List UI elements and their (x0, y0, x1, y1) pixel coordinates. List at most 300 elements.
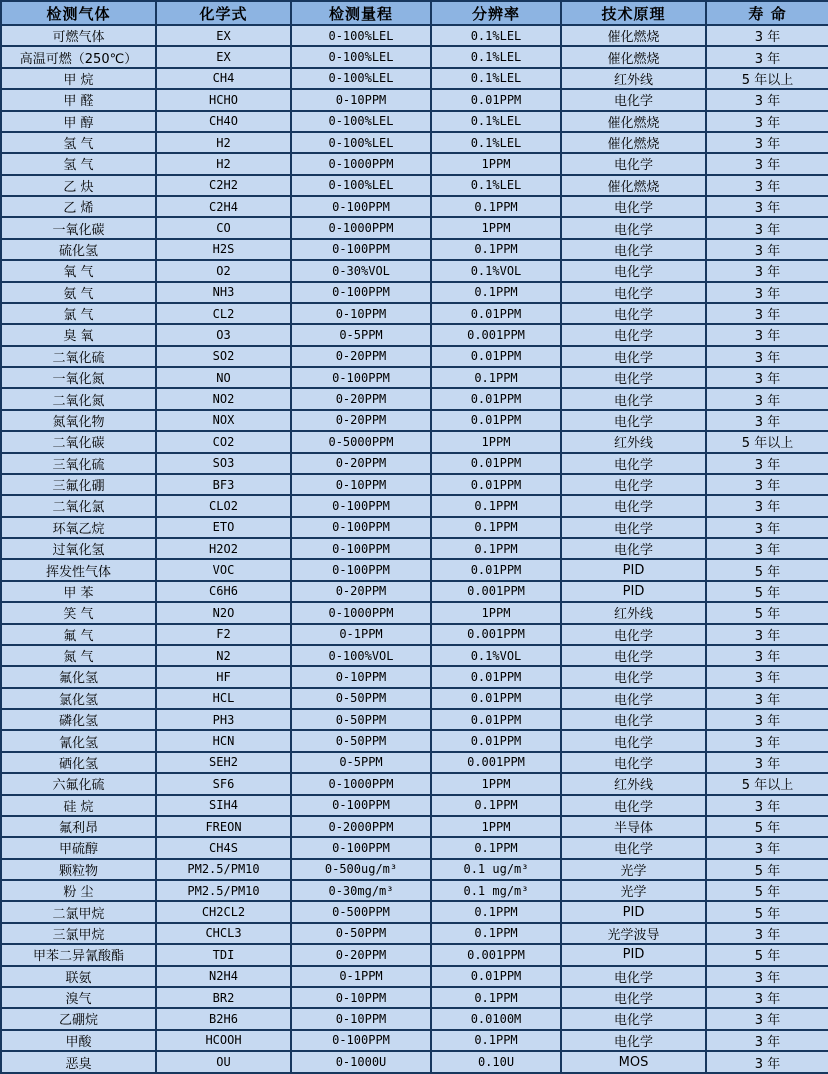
cell-range: 0-50PPM (291, 688, 431, 709)
table-row (1, 559, 828, 580)
cell-principle: 红外线 (561, 602, 706, 623)
cell-principle: 电化学 (561, 966, 706, 987)
cell-gas: 氢 气 (1, 153, 156, 174)
cell-principle: 电化学 (561, 645, 706, 666)
cell-resolution: 1PPM (431, 431, 561, 452)
cell-range: 0-1000U (291, 1051, 431, 1073)
cell-lifespan: 3 年 (706, 624, 828, 645)
cell-resolution: 0.1%LEL (431, 175, 561, 196)
cell-formula: HF (156, 666, 291, 687)
cell-range: 0-1PPM (291, 966, 431, 987)
cell-formula: FREON (156, 816, 291, 837)
cell-gas: 挥发性气体 (1, 559, 156, 580)
cell-resolution: 0.01PPM (431, 89, 561, 110)
cell-range: 0-30mg/m³ (291, 880, 431, 901)
table-row (1, 581, 828, 602)
cell-principle: 红外线 (561, 68, 706, 89)
cell-principle: 催化燃烧 (561, 175, 706, 196)
table-row (1, 217, 828, 238)
cell-resolution: 1PPM (431, 602, 561, 623)
cell-formula: SO3 (156, 453, 291, 474)
cell-lifespan: 3 年 (706, 346, 828, 367)
cell-range: 0-100PPM (291, 239, 431, 260)
cell-formula: CO2 (156, 431, 291, 452)
table-row (1, 1030, 828, 1051)
table-row (1, 431, 828, 452)
cell-resolution: 0.1%LEL (431, 68, 561, 89)
cell-principle: 电化学 (561, 474, 706, 495)
cell-lifespan: 3 年 (706, 645, 828, 666)
table-row (1, 666, 828, 687)
cell-resolution: 0.01PPM (431, 410, 561, 431)
table-row (1, 773, 828, 794)
table-row (1, 688, 828, 709)
cell-resolution: 0.001PPM (431, 944, 561, 965)
cell-principle: 催化燃烧 (561, 46, 706, 67)
cell-formula: C2H4 (156, 196, 291, 217)
cell-lifespan: 3 年 (706, 196, 828, 217)
cell-lifespan: 3 年 (706, 987, 828, 1008)
cell-resolution: 0.1PPM (431, 517, 561, 538)
cell-resolution: 0.01PPM (431, 474, 561, 495)
cell-range: 0-100%LEL (291, 46, 431, 67)
table-row (1, 730, 828, 751)
table-row (1, 645, 828, 666)
cell-gas: 磷化氢 (1, 709, 156, 730)
cell-gas: 氯化氢 (1, 688, 156, 709)
cell-range: 0-1000PPM (291, 153, 431, 174)
cell-gas: 恶臭 (1, 1051, 156, 1073)
cell-range: 0-100%LEL (291, 25, 431, 46)
cell-formula: ETO (156, 517, 291, 538)
cell-resolution: 0.10U (431, 1051, 561, 1073)
table-row (1, 25, 828, 46)
cell-gas: 一氧化氮 (1, 367, 156, 388)
cell-range: 0-1PPM (291, 624, 431, 645)
table-row (1, 923, 828, 944)
cell-lifespan: 5 年 (706, 816, 828, 837)
cell-resolution: 0.001PPM (431, 752, 561, 773)
cell-principle: 电化学 (561, 538, 706, 559)
cell-resolution: 0.01PPM (431, 709, 561, 730)
table-body (1, 25, 828, 1073)
cell-gas: 过氧化氢 (1, 538, 156, 559)
cell-gas: 氧 气 (1, 260, 156, 281)
cell-resolution: 0.01PPM (431, 453, 561, 474)
cell-lifespan: 3 年 (706, 1030, 828, 1051)
cell-lifespan: 3 年 (706, 388, 828, 409)
table-row (1, 944, 828, 965)
cell-lifespan: 3 年 (706, 217, 828, 238)
table-row (1, 346, 828, 367)
cell-range: 0-50PPM (291, 730, 431, 751)
column-header-resolution: 分辨率 (431, 1, 561, 25)
table-row (1, 260, 828, 281)
cell-formula: HCL (156, 688, 291, 709)
cell-principle: PID (561, 559, 706, 580)
cell-lifespan: 3 年 (706, 837, 828, 858)
cell-gas: 臭 氧 (1, 324, 156, 345)
cell-principle: 电化学 (561, 410, 706, 431)
cell-range: 0-1000PPM (291, 217, 431, 238)
cell-lifespan: 3 年 (706, 517, 828, 538)
cell-range: 0-50PPM (291, 923, 431, 944)
cell-principle: 电化学 (561, 217, 706, 238)
cell-range: 0-100PPM (291, 538, 431, 559)
cell-range: 0-10PPM (291, 987, 431, 1008)
cell-resolution: 0.1%VOL (431, 645, 561, 666)
cell-lifespan: 3 年 (706, 410, 828, 431)
cell-lifespan: 5 年 (706, 880, 828, 901)
cell-principle: 电化学 (561, 837, 706, 858)
cell-range: 0-100%LEL (291, 132, 431, 153)
table-row (1, 966, 828, 987)
table-row (1, 624, 828, 645)
cell-resolution: 0.01PPM (431, 388, 561, 409)
column-header-lifespan: 寿 命 (706, 1, 828, 25)
cell-range: 0-100PPM (291, 795, 431, 816)
cell-lifespan: 3 年 (706, 239, 828, 260)
cell-range: 0-1000PPM (291, 602, 431, 623)
cell-range: 0-5PPM (291, 752, 431, 773)
cell-gas: 溴气 (1, 987, 156, 1008)
cell-principle: 催化燃烧 (561, 25, 706, 46)
cell-formula: N2O (156, 602, 291, 623)
cell-gas: 氰化氢 (1, 730, 156, 751)
cell-resolution: 0.1PPM (431, 795, 561, 816)
cell-gas: 三氟化硼 (1, 474, 156, 495)
table-row (1, 68, 828, 89)
cell-formula: CH4 (156, 68, 291, 89)
cell-principle: 电化学 (561, 624, 706, 645)
cell-lifespan: 3 年 (706, 453, 828, 474)
cell-formula: F2 (156, 624, 291, 645)
cell-principle: 电化学 (561, 282, 706, 303)
table-row (1, 89, 828, 110)
cell-principle: 电化学 (561, 666, 706, 687)
cell-gas: 氮氧化物 (1, 410, 156, 431)
table-row (1, 282, 828, 303)
cell-resolution: 0.1%LEL (431, 111, 561, 132)
cell-gas: 硫化氢 (1, 239, 156, 260)
cell-principle: 电化学 (561, 346, 706, 367)
cell-gas: 氟化氢 (1, 666, 156, 687)
cell-range: 0-5PPM (291, 324, 431, 345)
table-row (1, 453, 828, 474)
cell-gas: 六氟化硫 (1, 773, 156, 794)
cell-formula: CO (156, 217, 291, 238)
cell-lifespan: 3 年 (706, 709, 828, 730)
cell-resolution: 0.0100M (431, 1008, 561, 1029)
cell-formula: C6H6 (156, 581, 291, 602)
cell-formula: H2 (156, 132, 291, 153)
cell-resolution: 0.1PPM (431, 367, 561, 388)
cell-formula: NH3 (156, 282, 291, 303)
cell-formula: H2O2 (156, 538, 291, 559)
cell-principle: 光学 (561, 880, 706, 901)
table-row (1, 901, 828, 922)
cell-range: 0-100PPM (291, 559, 431, 580)
cell-gas: 二氧化硫 (1, 346, 156, 367)
cell-formula: SIH4 (156, 795, 291, 816)
cell-gas: 粉 尘 (1, 880, 156, 901)
cell-resolution: 1PPM (431, 816, 561, 837)
table-row (1, 538, 828, 559)
cell-lifespan: 3 年 (706, 730, 828, 751)
cell-gas: 甲 烷 (1, 68, 156, 89)
table-row (1, 752, 828, 773)
cell-principle: PID (561, 944, 706, 965)
cell-formula: BR2 (156, 987, 291, 1008)
cell-gas: 氮 气 (1, 645, 156, 666)
table-row (1, 367, 828, 388)
cell-lifespan: 3 年 (706, 260, 828, 281)
table-row (1, 324, 828, 345)
cell-gas: 硒化氢 (1, 752, 156, 773)
cell-principle: 电化学 (561, 324, 706, 345)
cell-range: 0-10PPM (291, 303, 431, 324)
cell-principle: 电化学 (561, 196, 706, 217)
cell-resolution: 1PPM (431, 773, 561, 794)
cell-lifespan: 3 年 (706, 132, 828, 153)
cell-range: 0-20PPM (291, 346, 431, 367)
cell-lifespan: 5 年 (706, 559, 828, 580)
cell-principle: MOS (561, 1051, 706, 1073)
cell-formula: CH2CL2 (156, 901, 291, 922)
cell-lifespan: 3 年 (706, 175, 828, 196)
cell-range: 0-30%VOL (291, 260, 431, 281)
cell-lifespan: 3 年 (706, 324, 828, 345)
cell-lifespan: 3 年 (706, 153, 828, 174)
cell-principle: 电化学 (561, 367, 706, 388)
cell-principle: 电化学 (561, 495, 706, 516)
cell-principle: 光学 (561, 859, 706, 880)
cell-lifespan: 5 年 (706, 859, 828, 880)
cell-principle: 电化学 (561, 709, 706, 730)
cell-lifespan: 5 年以上 (706, 68, 828, 89)
header-row (1, 1, 828, 25)
cell-gas: 可燃气体 (1, 25, 156, 46)
cell-gas: 二氯甲烷 (1, 901, 156, 922)
cell-range: 0-10PPM (291, 474, 431, 495)
cell-lifespan: 5 年 (706, 944, 828, 965)
cell-formula: CH4O (156, 111, 291, 132)
table-row (1, 46, 828, 67)
cell-resolution: 0.1%LEL (431, 46, 561, 67)
table-row (1, 388, 828, 409)
cell-formula: PM2.5/PM10 (156, 859, 291, 880)
cell-principle: 电化学 (561, 388, 706, 409)
cell-gas: 氯 气 (1, 303, 156, 324)
cell-resolution: 0.1PPM (431, 495, 561, 516)
cell-lifespan: 3 年 (706, 303, 828, 324)
cell-resolution: 0.01PPM (431, 730, 561, 751)
cell-lifespan: 3 年 (706, 666, 828, 687)
cell-resolution: 0.1PPM (431, 538, 561, 559)
cell-resolution: 0.1PPM (431, 1030, 561, 1051)
cell-formula: HCHO (156, 89, 291, 110)
cell-range: 0-100PPM (291, 282, 431, 303)
cell-range: 0-10PPM (291, 89, 431, 110)
cell-formula: PM2.5/PM10 (156, 880, 291, 901)
cell-gas: 氨 气 (1, 282, 156, 303)
cell-formula: SEH2 (156, 752, 291, 773)
cell-lifespan: 3 年 (706, 795, 828, 816)
table-row (1, 816, 828, 837)
cell-gas: 三氧化硫 (1, 453, 156, 474)
cell-range: 0-100%LEL (291, 68, 431, 89)
cell-lifespan: 5 年以上 (706, 773, 828, 794)
column-header-formula: 化学式 (156, 1, 291, 25)
table-row (1, 175, 828, 196)
cell-principle: 电化学 (561, 688, 706, 709)
cell-range: 0-100%LEL (291, 175, 431, 196)
cell-range: 0-500ug/m³ (291, 859, 431, 880)
cell-formula: HCN (156, 730, 291, 751)
cell-formula: CL2 (156, 303, 291, 324)
cell-resolution: 0.01PPM (431, 666, 561, 687)
cell-range: 0-10PPM (291, 666, 431, 687)
cell-gas: 颗粒物 (1, 859, 156, 880)
cell-resolution: 0.1%VOL (431, 260, 561, 281)
cell-resolution: 0.01PPM (431, 966, 561, 987)
table-row (1, 1008, 828, 1029)
cell-range: 0-20PPM (291, 453, 431, 474)
table-row (1, 795, 828, 816)
table-row (1, 602, 828, 623)
column-header-principle: 技术原理 (561, 1, 706, 25)
cell-resolution: 0.1PPM (431, 282, 561, 303)
table-row (1, 880, 828, 901)
cell-lifespan: 3 年 (706, 89, 828, 110)
cell-range: 0-100PPM (291, 517, 431, 538)
cell-principle: 电化学 (561, 517, 706, 538)
cell-principle: 电化学 (561, 795, 706, 816)
cell-formula: CHCL3 (156, 923, 291, 944)
cell-principle: 半导体 (561, 816, 706, 837)
cell-formula: HCOOH (156, 1030, 291, 1051)
cell-gas: 二氧化碳 (1, 431, 156, 452)
cell-lifespan: 3 年 (706, 25, 828, 46)
cell-gas: 氟 气 (1, 624, 156, 645)
cell-principle: 电化学 (561, 153, 706, 174)
cell-range: 0-1000PPM (291, 773, 431, 794)
cell-resolution: 0.001PPM (431, 324, 561, 345)
table-row (1, 132, 828, 153)
table-row (1, 837, 828, 858)
cell-formula: C2H2 (156, 175, 291, 196)
cell-resolution: 0.001PPM (431, 581, 561, 602)
column-header-range: 检测量程 (291, 1, 431, 25)
cell-range: 0-100PPM (291, 367, 431, 388)
cell-resolution: 0.001PPM (431, 624, 561, 645)
cell-formula: EX (156, 25, 291, 46)
cell-resolution: 0.01PPM (431, 346, 561, 367)
cell-gas: 环氧乙烷 (1, 517, 156, 538)
cell-gas: 二氧化氯 (1, 495, 156, 516)
cell-principle: PID (561, 581, 706, 602)
cell-range: 0-10PPM (291, 1008, 431, 1029)
cell-resolution: 0.1PPM (431, 923, 561, 944)
cell-gas: 氢 气 (1, 132, 156, 153)
cell-formula: EX (156, 46, 291, 67)
cell-principle: 电化学 (561, 1030, 706, 1051)
cell-principle: 催化燃烧 (561, 111, 706, 132)
cell-lifespan: 3 年 (706, 966, 828, 987)
cell-principle: 电化学 (561, 730, 706, 751)
cell-formula: CLO2 (156, 495, 291, 516)
cell-resolution: 0.1 mg/m³ (431, 880, 561, 901)
cell-principle: PID (561, 901, 706, 922)
cell-gas: 一氧化碳 (1, 217, 156, 238)
cell-lifespan: 3 年 (706, 367, 828, 388)
cell-lifespan: 3 年 (706, 1051, 828, 1073)
cell-gas: 三氯甲烷 (1, 923, 156, 944)
cell-formula: NO2 (156, 388, 291, 409)
cell-principle: 电化学 (561, 260, 706, 281)
table-row (1, 153, 828, 174)
cell-resolution: 0.1PPM (431, 239, 561, 260)
cell-resolution: 1PPM (431, 217, 561, 238)
cell-gas: 甲 醛 (1, 89, 156, 110)
cell-formula: O3 (156, 324, 291, 345)
table-row (1, 239, 828, 260)
cell-lifespan: 3 年 (706, 752, 828, 773)
cell-range: 0-20PPM (291, 410, 431, 431)
cell-range: 0-2000PPM (291, 816, 431, 837)
cell-formula: SF6 (156, 773, 291, 794)
table-row (1, 987, 828, 1008)
cell-lifespan: 3 年 (706, 282, 828, 303)
cell-range: 0-20PPM (291, 581, 431, 602)
cell-gas: 甲苯二异氰酸酯 (1, 944, 156, 965)
cell-principle: 电化学 (561, 89, 706, 110)
cell-range: 0-500PPM (291, 901, 431, 922)
cell-lifespan: 5 年以上 (706, 431, 828, 452)
cell-principle: 催化燃烧 (561, 132, 706, 153)
cell-formula: N2H4 (156, 966, 291, 987)
cell-lifespan: 5 年 (706, 602, 828, 623)
table-row (1, 859, 828, 880)
cell-resolution: 0.1%LEL (431, 132, 561, 153)
cell-resolution: 0.01PPM (431, 303, 561, 324)
cell-formula: TDI (156, 944, 291, 965)
cell-lifespan: 3 年 (706, 688, 828, 709)
cell-range: 0-20PPM (291, 944, 431, 965)
cell-range: 0-5000PPM (291, 431, 431, 452)
cell-principle: 电化学 (561, 1008, 706, 1029)
cell-resolution: 0.01PPM (431, 688, 561, 709)
cell-resolution: 0.1PPM (431, 901, 561, 922)
cell-gas: 高温可燃（250℃） (1, 46, 156, 67)
cell-formula: NOX (156, 410, 291, 431)
cell-gas: 乙硼烷 (1, 1008, 156, 1029)
cell-range: 0-50PPM (291, 709, 431, 730)
cell-lifespan: 3 年 (706, 538, 828, 559)
cell-gas: 笑 气 (1, 602, 156, 623)
table-row (1, 111, 828, 132)
column-header-gas: 检测气体 (1, 1, 156, 25)
cell-range: 0-100PPM (291, 196, 431, 217)
cell-principle: 红外线 (561, 773, 706, 794)
cell-formula: H2 (156, 153, 291, 174)
cell-gas: 氟利昂 (1, 816, 156, 837)
cell-principle: 光学波导 (561, 923, 706, 944)
cell-lifespan: 3 年 (706, 495, 828, 516)
cell-gas: 乙 炔 (1, 175, 156, 196)
table-row (1, 196, 828, 217)
cell-range: 0-100%LEL (291, 111, 431, 132)
